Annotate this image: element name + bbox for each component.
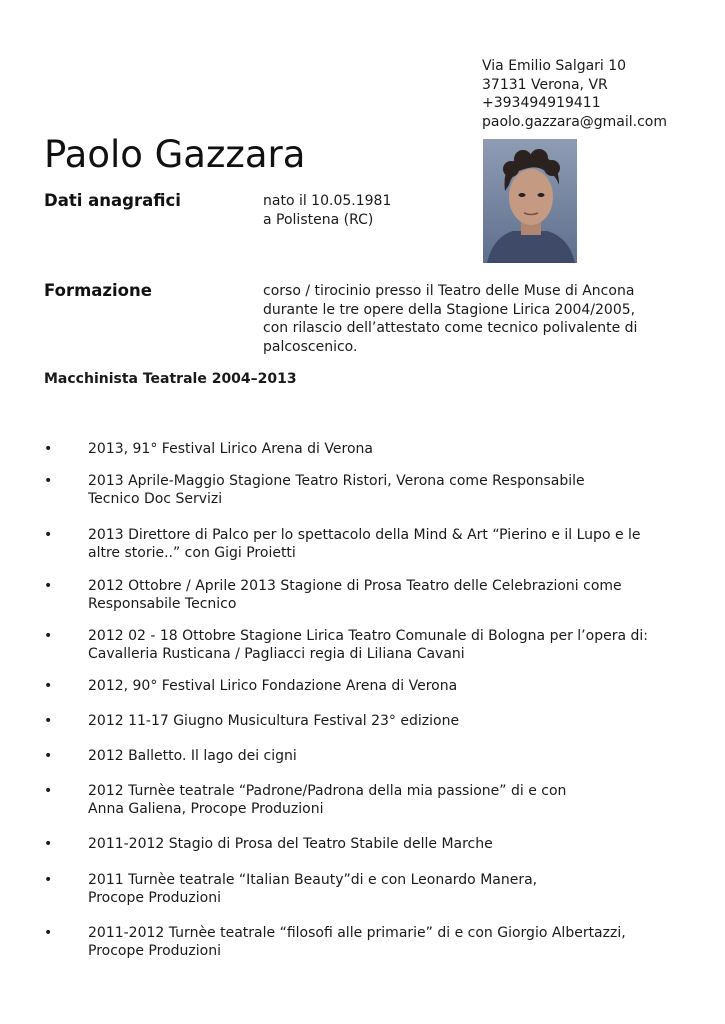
list-item-line: 2013, 91° Festival Lirico Arena di Verona <box>88 441 373 457</box>
experience-list <box>44 440 684 960</box>
list-item-line: 2012 Balletto. Il lago dei cigni <box>88 747 297 764</box>
birth-place: a Polistena (RC) <box>263 211 374 228</box>
list-item <box>44 712 684 730</box>
bullet-icon: • <box>44 836 53 852</box>
list-item <box>44 924 684 960</box>
bullet-icon: • <box>44 747 53 764</box>
list-item-line: Procope Produzioni <box>88 943 221 959</box>
list-item-line: 2011-2012 Stagio di Prosa del Teatro Stabile delle Marche <box>88 836 493 852</box>
list-item <box>44 782 684 818</box>
contact-email: paolo.gazzara@gmail.com <box>482 114 668 131</box>
bullet-icon: • <box>44 871 53 888</box>
bullet-icon: • <box>44 441 53 457</box>
list-item <box>44 526 684 562</box>
contact-phone: +393494919411 <box>482 95 601 112</box>
formazione-line: palcoscenico. <box>263 338 358 355</box>
formazione-text <box>263 282 683 356</box>
list-item <box>44 627 684 663</box>
list-item <box>44 440 684 458</box>
list-item-line: 2013 Direttore di Palco per lo spettacolo della Mind & Art “Pierino e il Lupo e le <box>88 527 641 543</box>
list-item-line: 2012 Turnèe teatrale “Padrone/Padrona della mia passione” di e con <box>88 782 567 799</box>
bullet-icon: • <box>44 925 53 941</box>
list-item <box>44 747 684 765</box>
bullet-icon: • <box>44 627 53 644</box>
contact-city: 37131 Verona, VR <box>482 76 608 93</box>
bullet-icon: • <box>44 472 53 489</box>
contact-block <box>482 57 667 132</box>
list-item <box>44 472 684 508</box>
list-item <box>44 871 684 907</box>
list-item <box>44 677 684 695</box>
list-item-line: 2012 Ottobre / Aprile 2013 Stagione di Prosa Teatro delle Celebrazioni come <box>88 577 622 594</box>
dati-anagrafici-label: Dati anagrafici <box>44 191 181 210</box>
person-name: Paolo Gazzara <box>44 133 306 176</box>
list-item-line: Cavalleria Rusticana / Pagliacci regia di Liliana Cavani <box>88 645 465 662</box>
bullet-icon: • <box>44 527 53 543</box>
list-item-line: 2011 Turnèe teatrale “Italian Beauty”di e con Leonardo Manera, <box>88 871 538 888</box>
list-item-line: 2012 02 - 18 Ottobre Stagione Lirica Teatro Comunale di Bologna per l’opera di: <box>88 627 648 644</box>
list-item-line: Procope Produzioni <box>88 889 221 906</box>
list-item-line: 2012, 90° Festival Lirico Fondazione Arena di Verona <box>88 677 458 694</box>
bullet-icon: • <box>44 677 53 694</box>
bullet-icon: • <box>44 782 53 799</box>
list-item-line: 2011-2012 Turnèe teatrale “filosofi alle primarie” di e con Giorgio Albertazzi, <box>88 925 626 941</box>
formazione-line: durante le tre opere della Stagione Lirica 2004/2005, <box>263 301 636 318</box>
list-item-line: altre storie..” con Gigi Proietti <box>88 545 296 561</box>
dati-anagrafici-text <box>263 192 683 229</box>
list-item-line: 2013 Aprile-Maggio Stagione Teatro Ristori, Verona come Responsabile <box>88 472 585 489</box>
list-item <box>44 577 684 613</box>
bullet-icon: • <box>44 712 53 729</box>
formazione-label: Formazione <box>44 281 152 300</box>
birth-date: nato il 10.05.1981 <box>263 193 392 209</box>
list-item-line: Responsabile Tecnico <box>88 595 237 612</box>
contact-street: Via Emilio Salgari 10 <box>482 58 627 74</box>
formazione-line: con rilascio dell’attestato come tecnico polivalente di <box>263 320 638 336</box>
list-item-line: 2012 11-17 Giugno Musicultura Festival 23° edizione <box>88 712 460 729</box>
list-item-line: Anna Galiena, Procope Produzioni <box>88 800 324 817</box>
bullet-icon: • <box>44 577 53 594</box>
formazione-line: corso / tirocinio presso il Teatro delle Muse di Ancona <box>263 283 635 299</box>
list-item-line: Tecnico Doc Servizi <box>88 490 223 507</box>
experience-heading: Macchinista Teatrale 2004–2013 <box>44 371 297 387</box>
list-item <box>44 835 684 853</box>
